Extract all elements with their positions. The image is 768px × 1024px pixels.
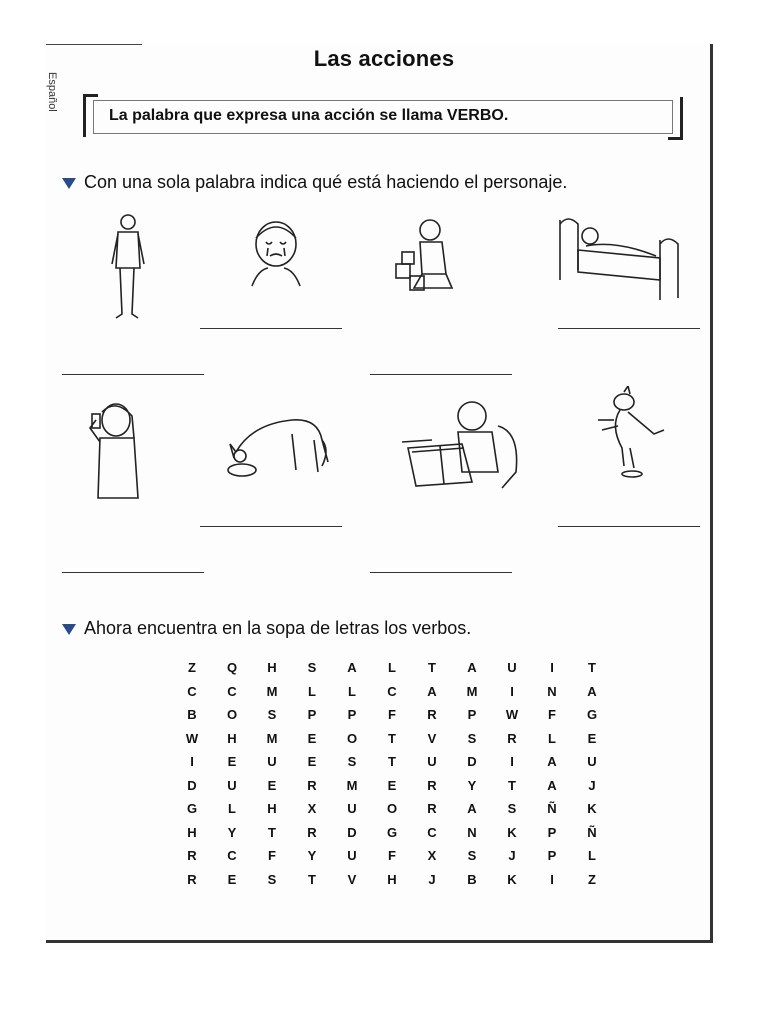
word-search-letter[interactable]: M	[466, 683, 478, 699]
word-search-letter[interactable]: L	[308, 683, 316, 699]
word-search-letter[interactable]: R	[427, 801, 437, 816]
answer-line[interactable]	[370, 572, 512, 573]
answer-line[interactable]	[558, 526, 700, 527]
word-search-letter[interactable]: T	[588, 660, 596, 675]
word-search-letter[interactable]: C	[227, 848, 237, 863]
word-search-letter[interactable]: Z	[588, 871, 596, 887]
word-search-letter[interactable]: F	[268, 848, 276, 863]
word-search-letter[interactable]: J	[508, 848, 516, 863]
word-search-letter[interactable]: Z	[188, 660, 196, 675]
word-search-letter[interactable]: R	[507, 730, 517, 746]
word-search-letter[interactable]: G	[186, 801, 198, 816]
word-search-letter[interactable]: I	[510, 754, 514, 769]
word-search-letter[interactable]: X	[307, 801, 317, 816]
cat-eating-illustration	[222, 410, 332, 482]
word-search-letter[interactable]: Y	[467, 777, 477, 793]
word-search-letter[interactable]: X	[427, 848, 437, 863]
word-search-letter[interactable]: R	[187, 871, 197, 887]
word-search-letter[interactable]: A	[427, 683, 437, 699]
word-search-letter[interactable]: P	[547, 848, 557, 863]
word-search-letter[interactable]: F	[388, 848, 396, 863]
word-search-letter[interactable]: R	[187, 848, 197, 863]
word-search-letter[interactable]: S	[307, 660, 317, 675]
word-search-letter[interactable]: R	[427, 707, 437, 722]
word-search-letter[interactable]: C	[227, 683, 237, 699]
word-search-letter[interactable]: E	[227, 754, 237, 769]
answer-line[interactable]	[558, 328, 700, 329]
definition-text: La palabra que expresa una acción se llama VERBO.	[109, 107, 509, 124]
word-search-letter[interactable]: S	[467, 730, 477, 746]
crying-girl-illustration	[244, 212, 308, 288]
word-search-letter[interactable]: N	[467, 824, 477, 840]
word-search-letter[interactable]: R	[427, 777, 437, 793]
word-search-letter[interactable]: U	[427, 754, 437, 769]
word-search-letter[interactable]: A	[347, 660, 357, 675]
word-search-letter[interactable]: L	[228, 801, 236, 816]
word-search-letter[interactable]: V	[347, 871, 357, 887]
word-search-letter[interactable]: C	[427, 824, 437, 840]
word-search-letter[interactable]: H	[227, 730, 237, 746]
word-search-row	[172, 754, 612, 778]
instruction-2-text: Ahora encuentra en la sopa de letras los verbos.	[84, 618, 472, 638]
instruction-1	[62, 172, 567, 193]
definition-box	[83, 94, 683, 140]
word-search-row	[172, 825, 612, 849]
word-search-letter[interactable]: L	[588, 848, 596, 863]
word-search-letter[interactable]: L	[388, 660, 396, 675]
word-search-row	[172, 684, 612, 708]
word-search-letter[interactable]: Ñ	[587, 824, 597, 840]
triangle-bullet-icon	[62, 178, 76, 189]
word-search-letter[interactable]: B	[187, 707, 197, 722]
word-search-letter[interactable]: H	[187, 824, 197, 840]
instruction-2	[62, 618, 471, 639]
word-search-letter[interactable]: I	[550, 660, 554, 675]
word-search-letter[interactable]: J	[588, 777, 596, 793]
word-search-letter[interactable]: Ñ	[547, 801, 557, 816]
answer-line[interactable]	[62, 572, 204, 573]
word-search-letter[interactable]: E	[267, 777, 277, 793]
word-search-letter[interactable]: C	[187, 683, 197, 699]
word-search-letter[interactable]: O	[386, 801, 398, 816]
word-search-letter[interactable]: N	[547, 683, 557, 699]
word-search-letter[interactable]: S	[267, 707, 277, 722]
word-search-letter[interactable]: A	[587, 683, 597, 699]
word-search-letter[interactable]: F	[548, 707, 556, 722]
answer-line[interactable]	[370, 374, 512, 375]
word-search-letter[interactable]: S	[267, 871, 277, 887]
word-search-letter[interactable]: U	[587, 754, 597, 769]
word-search-row	[172, 707, 612, 731]
standing-boy-illustration	[106, 212, 150, 322]
word-search-letter[interactable]: E	[307, 730, 317, 746]
top-rule	[46, 44, 142, 45]
word-search-letter[interactable]: O	[346, 730, 358, 746]
word-search-letter[interactable]: I	[550, 871, 554, 887]
word-search-letter[interactable]: C	[387, 683, 397, 699]
word-search-letter[interactable]: A	[467, 660, 477, 675]
word-search-letter[interactable]: I	[510, 683, 514, 699]
word-search-letter[interactable]: A	[467, 801, 477, 816]
girl-drinking-illustration	[76, 398, 150, 502]
word-search-letter[interactable]: B	[467, 871, 477, 887]
word-search-letter[interactable]: D	[187, 777, 197, 793]
word-search-letter[interactable]: M	[266, 730, 278, 746]
word-search-letter[interactable]: J	[428, 871, 436, 887]
word-search-letter[interactable]: P	[467, 707, 477, 722]
word-search-letter[interactable]: K	[587, 801, 597, 816]
word-search-letter[interactable]: E	[387, 777, 397, 793]
word-search-letter[interactable]: T	[268, 824, 276, 840]
word-search-letter[interactable]: D	[347, 824, 357, 840]
word-search-letter[interactable]: R	[307, 777, 317, 793]
word-search-row	[172, 801, 612, 825]
word-search-letter[interactable]: G	[386, 824, 398, 840]
sidebar-label: Español	[46, 72, 58, 112]
word-search-letter[interactable]: O	[226, 707, 238, 722]
word-search-row	[172, 778, 612, 802]
word-search-letter[interactable]: T	[308, 871, 316, 887]
word-search-letter[interactable]: T	[508, 777, 516, 793]
page-title: Las acciones	[313, 46, 455, 71]
word-search-letter[interactable]: T	[388, 730, 396, 746]
word-search-row	[172, 848, 612, 872]
word-search-letter[interactable]: S	[467, 848, 477, 863]
boy-reading-illustration	[402, 392, 524, 496]
word-search-letter[interactable]: E	[227, 871, 237, 887]
word-search-letter[interactable]: V	[427, 730, 437, 746]
word-search-letter[interactable]: A	[547, 754, 557, 769]
instruction-1-text: Con una sola palabra indica qué está haciendo el personaje.	[84, 172, 568, 192]
answer-line[interactable]	[62, 374, 204, 375]
answer-line[interactable]	[200, 328, 342, 329]
word-search-row	[172, 660, 612, 684]
word-search-letter[interactable]: Y	[307, 848, 317, 863]
word-search-letter[interactable]: K	[507, 824, 517, 840]
word-search-letter[interactable]: P	[547, 824, 557, 840]
word-search-letter[interactable]: E	[587, 730, 597, 746]
word-search-letter[interactable]: G	[586, 707, 598, 722]
word-search-letter[interactable]: P	[347, 707, 357, 722]
word-search-letter[interactable]: M	[346, 777, 358, 793]
word-search-letter[interactable]: P	[307, 707, 317, 722]
word-search-letter[interactable]: U	[227, 777, 237, 793]
word-search-letter[interactable]: W	[505, 707, 519, 722]
word-search-letter[interactable]: H	[387, 871, 397, 887]
word-search-letter[interactable]: H	[267, 801, 277, 816]
word-search-letter[interactable]: T	[388, 754, 396, 769]
dog-jumping-illustration	[594, 386, 668, 478]
word-search-row	[172, 872, 612, 896]
word-search-letter[interactable]: L	[548, 730, 556, 746]
boy-playing-blocks-illustration	[392, 214, 466, 298]
word-search-letter[interactable]: U	[347, 848, 357, 863]
word-search-row	[172, 731, 612, 755]
word-search-letter[interactable]: U	[507, 660, 517, 675]
word-search-letter[interactable]: A	[547, 777, 557, 793]
word-search-letter[interactable]: S	[347, 754, 357, 769]
word-search-grid	[172, 660, 612, 895]
word-search-letter[interactable]: D	[467, 754, 477, 769]
word-search-letter[interactable]: W	[185, 730, 199, 746]
word-search-letter[interactable]: I	[190, 754, 194, 769]
word-search-letter[interactable]: U	[267, 754, 277, 769]
word-search-letter[interactable]: M	[266, 683, 278, 699]
child-sleeping-in-bed-illustration	[556, 210, 682, 302]
word-search-letter[interactable]: K	[507, 871, 517, 887]
word-search-letter[interactable]: Q	[226, 660, 238, 675]
word-search-letter[interactable]: Y	[227, 824, 237, 840]
word-search-letter[interactable]: R	[307, 824, 317, 840]
word-search-letter[interactable]: F	[388, 707, 396, 722]
word-search-letter[interactable]: E	[307, 754, 317, 769]
word-search-letter[interactable]: L	[348, 683, 356, 699]
word-search-letter[interactable]: T	[428, 660, 436, 675]
answer-line[interactable]	[200, 526, 342, 527]
word-search-letter[interactable]: U	[347, 801, 357, 816]
word-search-letter[interactable]: S	[507, 801, 517, 816]
word-search-letter[interactable]: H	[267, 660, 277, 675]
triangle-bullet-icon	[62, 624, 76, 635]
